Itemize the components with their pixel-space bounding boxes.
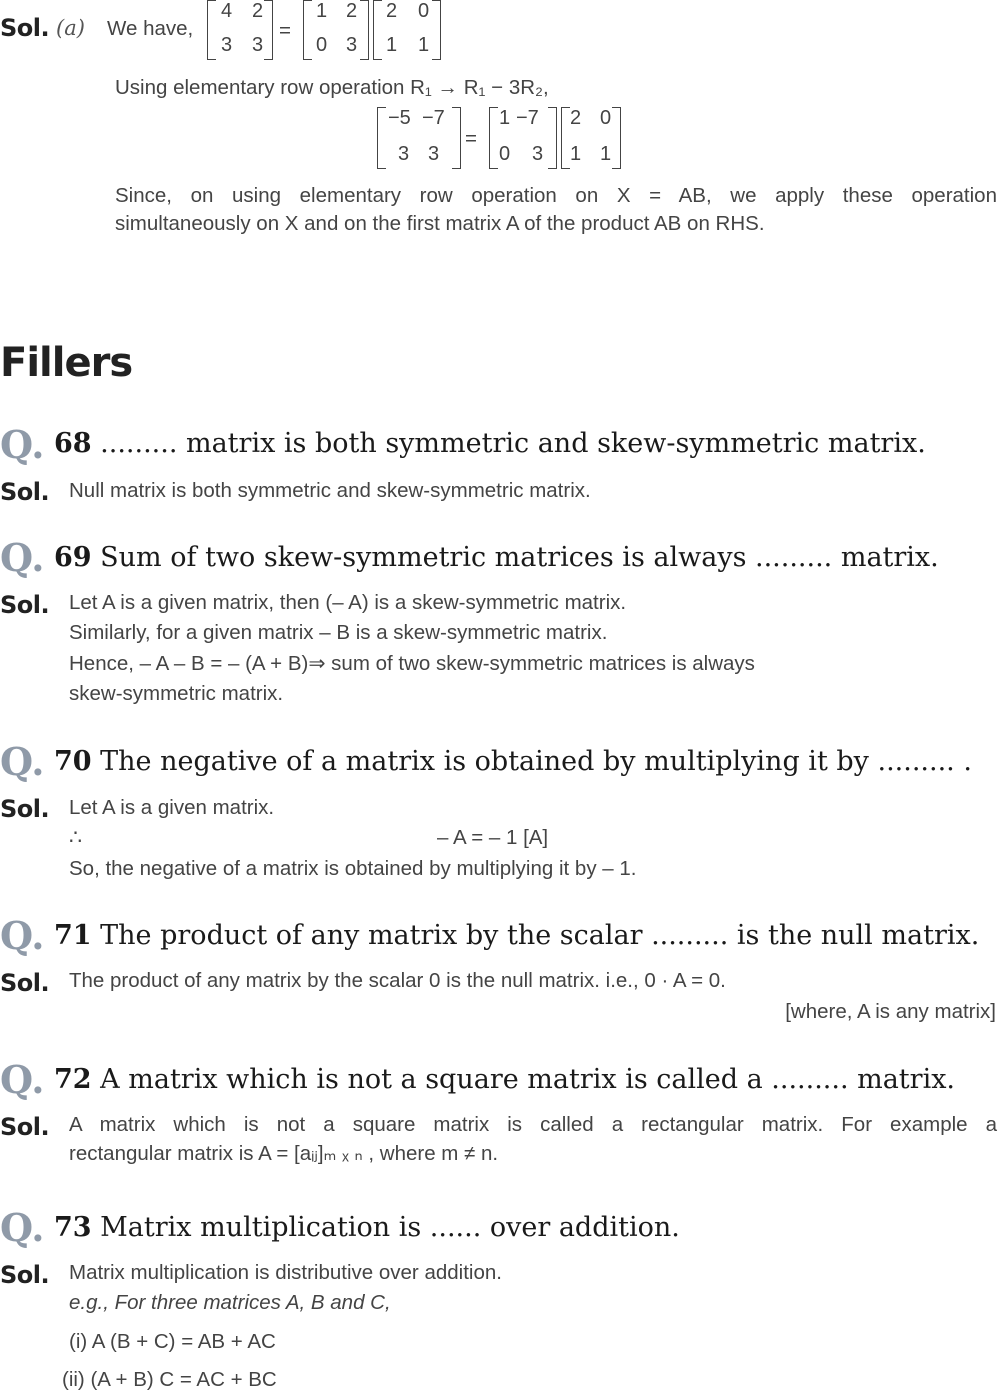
- matrix-cell: −7: [516, 107, 539, 129]
- matrix-cell: 1: [386, 34, 398, 56]
- question-text: ......... matrix is both symmetric and skew-symmetric matrix.: [91, 428, 926, 459]
- matrix-cell: 2: [346, 0, 358, 22]
- we-have-text: We have,: [107, 17, 194, 40]
- solution-68: Null matrix is both symmetric and skew-symmetric matrix.: [69, 479, 591, 502]
- sol-label: Sol.: [0, 1261, 50, 1289]
- equals-sign: =: [279, 19, 291, 42]
- matrix-c-original: [373, 0, 441, 60]
- matrix-cell: 2: [386, 0, 398, 22]
- matrix-cell: 0: [600, 107, 612, 129]
- question-text: A matrix which is not a square matrix is called a ......... matrix.: [91, 1064, 956, 1095]
- matrix-cell: 3: [398, 143, 410, 165]
- matrix-cell: 1: [600, 143, 612, 165]
- question-text: Matrix multiplication is ...... over addition.: [91, 1212, 680, 1243]
- q-marker: Q.: [0, 1057, 45, 1102]
- question-number: 73: [54, 1212, 92, 1243]
- since-line-2: simultaneously on X and on the first matrix A of the product AB on RHS.: [115, 212, 765, 235]
- matrix-b-transformed: [489, 107, 557, 169]
- matrix-c-transformed: [561, 107, 621, 169]
- row-operation-text: Using elementary row operation R₁ → R₁ − 3R₂,: [115, 76, 549, 99]
- question-69: [54, 542, 939, 573]
- q-marker: Q.: [0, 1205, 45, 1250]
- solution-71-line-1: The product of any matrix by the scalar 0 is the null matrix. i.e., 0 · A = 0.: [69, 969, 726, 992]
- matrix-cell: 1: [316, 0, 328, 22]
- question-text: The product of any matrix by the scalar ......... is the null matrix.: [91, 920, 980, 951]
- question-number: 71: [54, 920, 92, 951]
- matrix-cell: 2: [252, 0, 264, 22]
- q-marker: Q.: [0, 422, 45, 467]
- solution-71-note: [where, A is any matrix]: [785, 1000, 996, 1023]
- solution-69-line-2: Similarly, for a given matrix – B is a skew-symmetric matrix.: [69, 621, 608, 644]
- solution-73-line-3: (i) A (B + C) = AB + AC: [69, 1330, 276, 1353]
- matrix-cell: 3: [428, 143, 440, 165]
- matrix-cell: 3: [252, 34, 264, 56]
- solution-72-line-1: A matrix which is not a square matrix is called a rectangular matrix. For example a: [69, 1113, 997, 1136]
- question-number: 69: [54, 542, 92, 573]
- question-71: [54, 920, 979, 951]
- matrix-cell: 0: [316, 34, 328, 56]
- matrix-b-original: [303, 0, 369, 60]
- equals-sign: =: [465, 127, 477, 150]
- solution-73-line-2: e.g., For three matrices A, B and C,: [69, 1291, 391, 1314]
- matrix-cell: 1: [418, 34, 430, 56]
- sol-label: Sol.: [0, 591, 50, 619]
- matrix-cell: 1: [499, 107, 511, 129]
- question-72: [54, 1064, 955, 1095]
- matrix-a-transformed: [377, 107, 461, 169]
- solution-73-line-1: Matrix multiplication is distributive over addition.: [69, 1261, 502, 1284]
- q-marker: Q.: [0, 535, 45, 580]
- matrix-cell: 4: [221, 0, 233, 22]
- solution-69-line-1: Let A is a given matrix, then (– A) is a skew-symmetric matrix.: [69, 591, 627, 614]
- solution-69-line-3: Hence, – A – B = – (A + B)⇒ sum of two skew-symmetric matrices is always: [69, 652, 755, 675]
- matrix-cell: 3: [221, 34, 233, 56]
- solution-72-line-2: rectangular matrix is A = [aᵢⱼ]ₘ ₓ ₙ , where m ≠ n.: [69, 1142, 499, 1165]
- sol-label: Sol.: [0, 969, 50, 997]
- question-text: Sum of two skew-symmetric matrices is always ......... matrix.: [91, 542, 939, 573]
- matrix-cell: 0: [418, 0, 430, 22]
- since-line-1: Since, on using elementary row operation on X = AB, we apply these operation: [115, 184, 997, 207]
- therefore-symbol: ∴: [69, 826, 83, 849]
- solution-70-line-3: So, the negative of a matrix is obtained by multiplying it by – 1.: [69, 857, 637, 880]
- matrix-cell: 2: [570, 107, 582, 129]
- question-70: [54, 746, 972, 777]
- matrix-cell: 3: [532, 143, 544, 165]
- question-number: 70: [54, 746, 92, 777]
- part-label: (a): [56, 16, 85, 40]
- sol-label: Sol.: [0, 1113, 50, 1141]
- solution-70-line-1: Let A is a given matrix.: [69, 796, 275, 819]
- matrix-a-original: [207, 0, 273, 60]
- matrix-cell: −7: [422, 107, 445, 129]
- question-text: The negative of a matrix is obtained by multiplying it by ......... .: [91, 746, 972, 777]
- q-marker: Q.: [0, 739, 45, 784]
- sol-label: Sol.: [0, 14, 50, 42]
- sol-label: Sol.: [0, 795, 50, 823]
- question-73: [54, 1212, 680, 1243]
- question-number: 68: [54, 428, 92, 459]
- question-number: 72: [54, 1064, 92, 1095]
- solution-69-line-4: skew-symmetric matrix.: [69, 682, 284, 705]
- matrix-cell: 3: [346, 34, 358, 56]
- question-68: [54, 428, 926, 459]
- solution-70-equation: – A = – 1 [A]: [437, 826, 549, 849]
- matrix-cell: 0: [499, 143, 511, 165]
- section-title: Fillers: [0, 340, 133, 386]
- q-marker: Q.: [0, 913, 45, 958]
- sol-label: Sol.: [0, 478, 50, 506]
- matrix-cell: −5: [388, 107, 411, 129]
- matrix-cell: 1: [570, 143, 582, 165]
- solution-73-line-4: (ii) (A + B) C = AC + BC: [62, 1368, 277, 1391]
